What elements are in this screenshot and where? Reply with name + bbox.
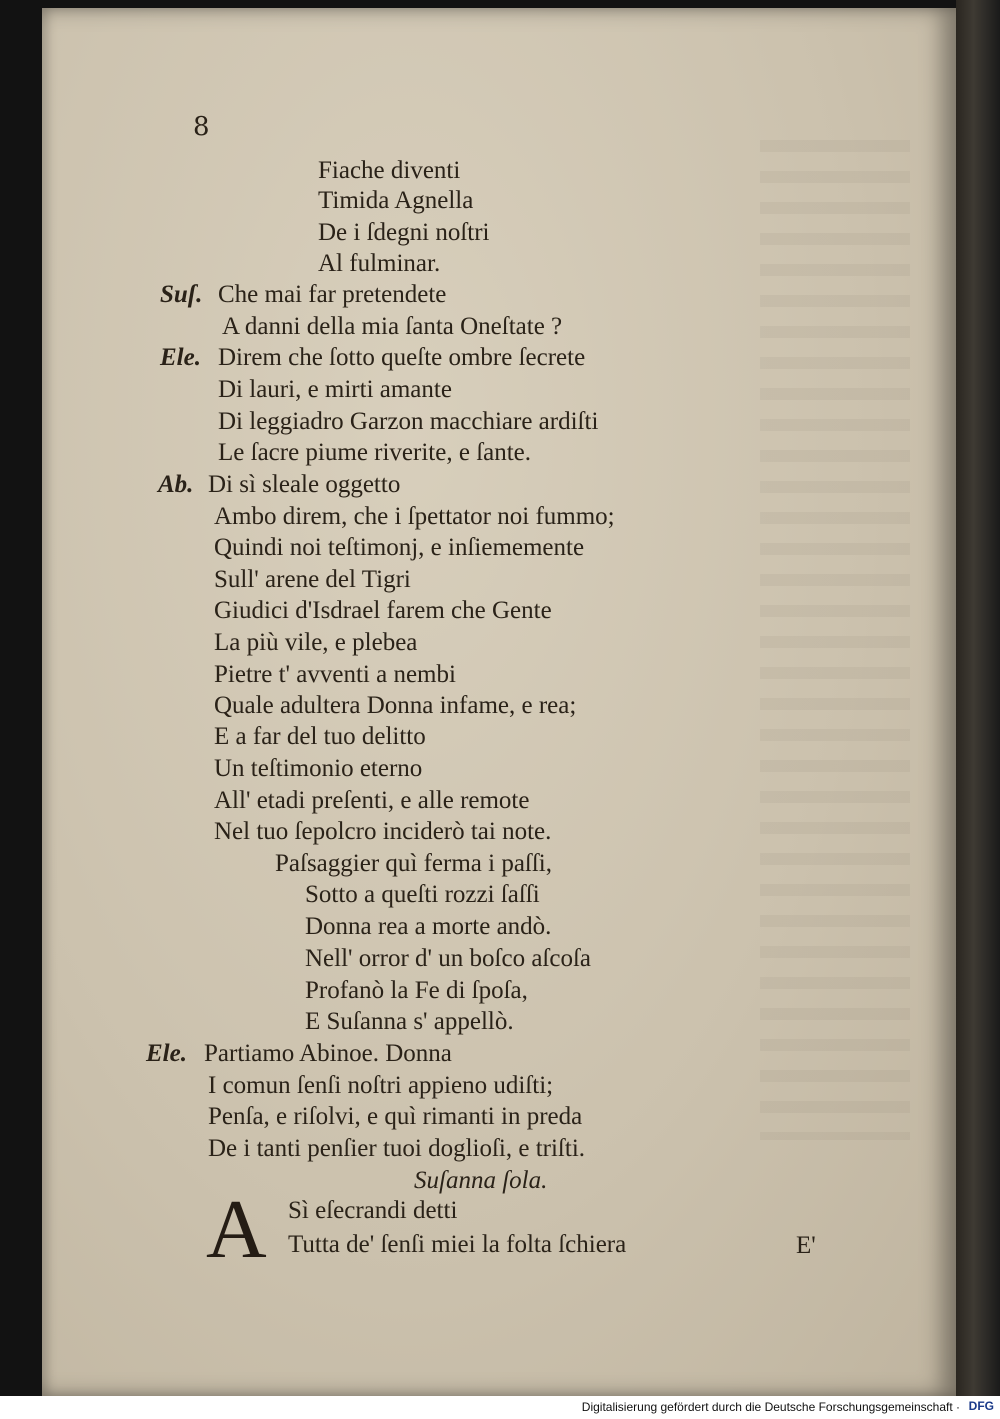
verse-line: Partiamo Abinoe. Donna bbox=[204, 1040, 452, 1067]
stage-direction: Suſanna ſola. bbox=[414, 1167, 548, 1194]
speaker-label: Ele. bbox=[160, 344, 201, 371]
verse-line: De i tanti penſier tuoi doglioſi, e triſti. bbox=[208, 1135, 586, 1162]
verse-line: E Suſanna s' appellò. bbox=[305, 1008, 514, 1035]
verse-line: Quindi noi teſtimonj, e inſiememente bbox=[214, 534, 585, 561]
verse-line: La più vile, e plebea bbox=[214, 629, 418, 656]
verse-line: Ambo direm, che i ſpettator noi fummo; bbox=[214, 503, 615, 530]
speaker-label: Ab. bbox=[158, 471, 194, 498]
verse-line: Al fulminar. bbox=[318, 250, 441, 277]
dfg-logo-icon: DFG bbox=[968, 1399, 994, 1413]
book-spine bbox=[956, 0, 1000, 1396]
verse-line: Pietre t' avventi a nembi bbox=[214, 661, 456, 688]
speaker-label: Suſ. bbox=[160, 281, 203, 308]
bleed-through-area bbox=[760, 140, 910, 1140]
verse-line: Le ſacre piume riverite, e ſante. bbox=[218, 439, 532, 466]
verse-line: Che mai far pretendete bbox=[218, 281, 447, 308]
verse-line: Un teſtimonio eterno bbox=[214, 755, 423, 782]
verse-line: Penſa, e riſolvi, e quì rimanti in preda bbox=[208, 1103, 583, 1130]
verse-line: Sull' arene del Tigri bbox=[214, 566, 411, 593]
verse-line: Quale adultera Donna infame, e rea; bbox=[214, 692, 577, 719]
catchword: E' bbox=[796, 1232, 816, 1259]
speaker-label: Ele. bbox=[146, 1040, 187, 1067]
closing-line-2: Tutta de' ſenſi miei la folta ſchiera bbox=[288, 1231, 627, 1258]
verse-line: De i ſdegni noſtri bbox=[318, 219, 490, 246]
verse-line: Fiache diventi bbox=[318, 157, 461, 184]
verse-line: Di leggiadro Garzon macchiare ardiſti bbox=[218, 408, 599, 435]
footer-bar bbox=[0, 1396, 1000, 1419]
verse-line: Nell' orror d' un boſco aſcoſa bbox=[305, 945, 591, 972]
verse-line: Timida Agnella bbox=[318, 187, 474, 214]
verse-line: Sotto a queſti rozzi ſaſſi bbox=[305, 881, 540, 908]
verse-line: Donna rea a morte andò. bbox=[305, 913, 552, 940]
verse-line: Giudici d'Isdrael farem che Gente bbox=[214, 597, 552, 624]
closing-line-1: Sì eſecrandi detti bbox=[288, 1197, 458, 1224]
verse-line: Direm che ſotto queſte ombre ſecrete bbox=[218, 344, 586, 371]
verse-line: All' etadi preſenti, e alle remote bbox=[214, 787, 530, 814]
verse-line: Di sì sleale oggetto bbox=[208, 471, 401, 498]
verse-line: I comun ſenſi noſtri appieno udiſti; bbox=[208, 1072, 554, 1099]
verse-line: Di lauri, e mirti amante bbox=[218, 376, 452, 403]
verse-line: Paſsaggier quì ferma i paſſi, bbox=[275, 850, 553, 877]
footer-credit: Digitalisierung gefördert durch die Deutsche Forschungsgemeinschaft · bbox=[581, 1400, 960, 1414]
verse-line: E a far del tuo delitto bbox=[214, 723, 426, 750]
verse-line: A danni della mia ſanta Oneſtate ? bbox=[222, 313, 563, 340]
verse-line: Nel tuo ſepolcro inciderò tai note. bbox=[214, 818, 552, 845]
page-number: 8 bbox=[193, 112, 210, 142]
drop-cap: A bbox=[206, 1183, 267, 1276]
verse-line: Profanò la Fe di ſpoſa, bbox=[305, 977, 528, 1004]
